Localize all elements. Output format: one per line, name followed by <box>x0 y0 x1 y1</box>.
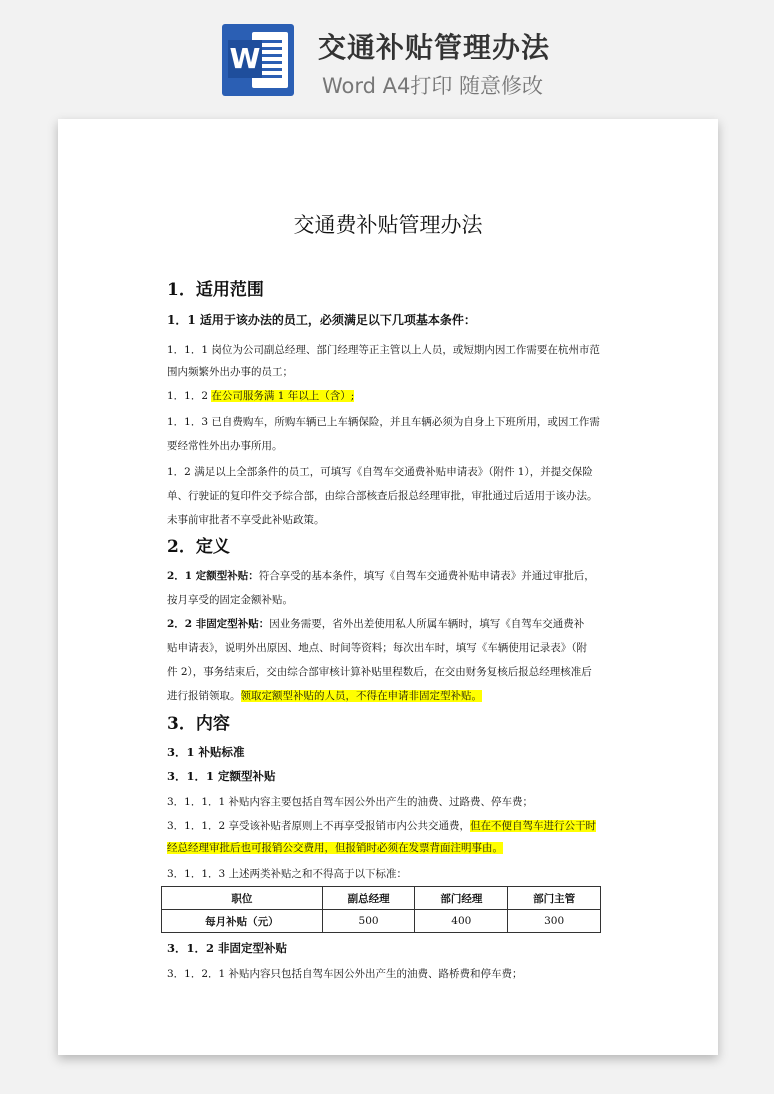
paragraph-line: 1．1．1 岗位为公司副总经理、部门经理等正主管以上人员，或短期内因工作需要在杭州市范 <box>167 344 600 356</box>
paragraph-line <box>167 389 354 403</box>
watermark <box>91 499 113 529</box>
paragraph-line <box>167 841 503 855</box>
table-cell: 400 <box>415 910 508 933</box>
table-cell: 300 <box>508 910 601 933</box>
paragraph-line: 未事前审批者不享受此补贴政策。 <box>167 514 325 526</box>
paragraph-line: 要经常性外出办事所用。 <box>167 440 283 452</box>
document-page <box>58 119 718 1055</box>
table-row <box>162 910 601 933</box>
paragraph-line <box>167 689 482 703</box>
paragraph-line: 1．1．3 已自费购车，所购车辆已上车辆保险，并且车辆必须为自身上下班所用，或因工作需 <box>167 416 600 428</box>
word-logo-letter: W <box>228 40 262 78</box>
highlighted-text: 经总经理审批后也可报销公交费用，但报销时必须在发票背面注明事由。 <box>167 842 503 854</box>
paragraph-line <box>167 617 584 631</box>
definition-text: 符合享受的基本条件，填写《自驾车交通费补贴申请表》并通过审批后， <box>258 570 595 582</box>
table-cell: 500 <box>322 910 415 933</box>
banner-subtitle: Word A4打印 随意修改 <box>322 74 544 98</box>
section-heading: 2．定义 <box>167 537 230 557</box>
section-heading: 3．内容 <box>167 714 230 734</box>
paragraph-line: 贴申请表》，说明外出原因、地点、时间等资料；每次出车时，填写《车辆使用记录表》（附 <box>167 642 587 654</box>
paragraph-line: 围内频繁外出办事的员工； <box>167 366 293 378</box>
paragraph-line <box>167 569 595 583</box>
paragraph-text: 进行报销领取。 <box>167 690 241 702</box>
paragraph-line: 件 2），事务结束后，交由综合部审核计算补贴里程数后，在交由财务复核后报总经理核准后 <box>167 666 592 678</box>
definition-text: 因业务需要，省外出差使用私人所属车辆时，填写《自驾车交通费补 <box>269 618 585 630</box>
table-header-cell: 部门经理 <box>415 887 508 910</box>
subsection-heading: 3．1 补贴标准 <box>167 745 245 759</box>
subsidy-standard-table <box>161 886 601 933</box>
paragraph-line: 3．1．1．1 补贴内容主要包括自驾车因公外出产生的油费、过路费、停车费； <box>167 796 534 808</box>
table-header-cell: 副总经理 <box>322 887 415 910</box>
banner-title: 交通补贴管理办法 <box>318 31 551 64</box>
document-title: 交通费补贴管理办法 <box>293 213 483 237</box>
table-header-cell: 职位 <box>162 887 323 910</box>
paragraph-text: 3．1．1．2 享受该补贴者原则上不再享受报销市内公共交通费， <box>167 820 471 832</box>
highlighted-text: 领取定额型补贴的人员，不得在申请非固定型补贴。 <box>240 690 482 702</box>
definition-label: 2．1 定额型补贴： <box>167 570 259 582</box>
word-document-icon <box>222 24 294 96</box>
table-header-cell: 部门主管 <box>508 887 601 910</box>
paragraph-line: 单、行驶证的复印件交予综合部，由综合部核查后报总经理审批，审批通过后适用于该办法。 <box>167 490 598 502</box>
subsection-heading: 1．1 适用于该办法的员工，必须满足以下几项基本条件： <box>167 313 476 327</box>
subsection-heading: 3．1．1 定额型补贴 <box>167 769 276 783</box>
subsection-heading: 3．1．2 非固定型补贴 <box>167 941 288 955</box>
table-row-label: 每月补贴（元） <box>162 910 323 933</box>
paragraph-line: 1．2 满足以上全部条件的员工，可填写《自驾车交通费补贴申请表》（附件 1），并提交保险 <box>167 466 593 478</box>
paragraph-line <box>167 819 596 833</box>
definition-label: 2．2 非固定型补贴： <box>167 618 270 630</box>
highlighted-text: 在公司服务满 1 年以上（含）; <box>211 390 355 402</box>
banner <box>0 0 774 110</box>
paragraph-line: 按月享受的固定金额补贴。 <box>167 594 293 606</box>
clause-number: 1．1．2 <box>167 390 212 402</box>
highlighted-text: 但在不便自驾车进行公干时 <box>470 820 597 832</box>
section-heading: 1．适用范围 <box>167 280 264 300</box>
paragraph-line: 3．1．1．3 上述两类补贴之和不得高于以下标准： <box>167 868 408 880</box>
table-header-row <box>162 887 601 910</box>
paragraph-line: 3．1．2．1 补贴内容只包括自驾车因公外出产生的油费、路桥费和停车费； <box>167 968 523 980</box>
